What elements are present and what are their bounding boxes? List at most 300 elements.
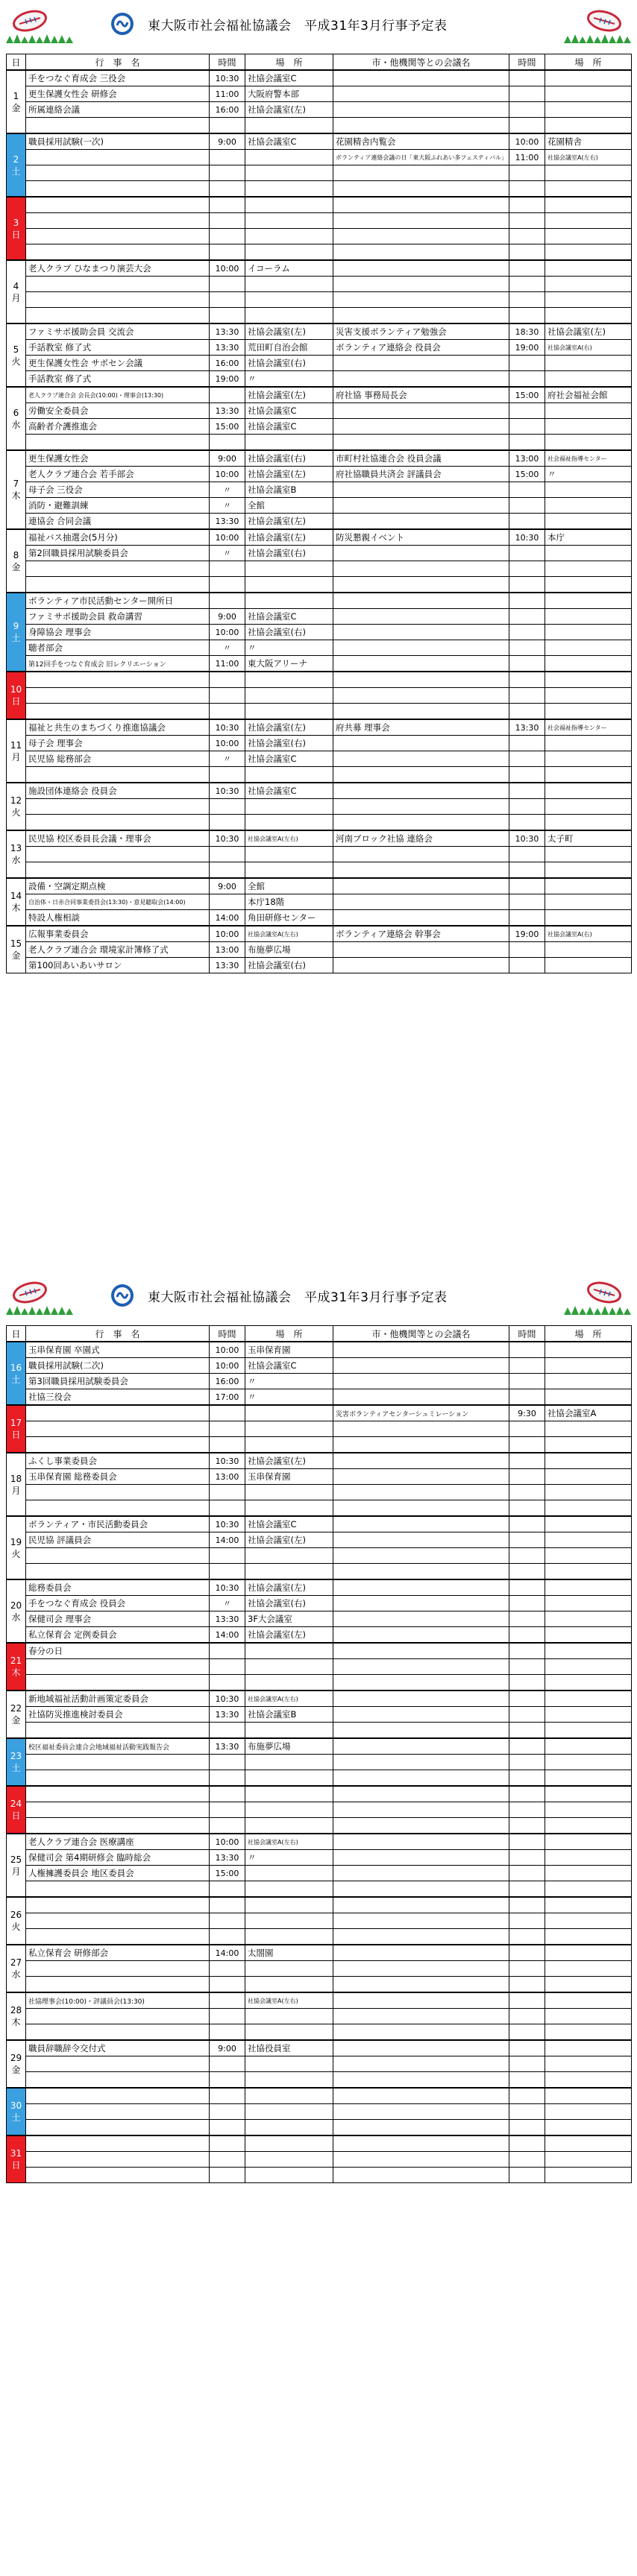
external-time-cell	[509, 1850, 545, 1866]
external-meeting-cell	[333, 609, 509, 625]
table-row	[7, 719, 632, 736]
event-place-cell	[245, 1405, 333, 1421]
external-place-cell	[545, 799, 632, 815]
event-name-cell: 玉串保育園 総務委員会	[26, 1469, 210, 1485]
external-place-cell	[545, 86, 632, 102]
event-place-cell	[245, 688, 333, 704]
external-time-cell	[509, 2056, 545, 2072]
external-meeting-cell	[333, 625, 509, 640]
external-place-cell	[545, 197, 632, 213]
event-place-cell	[245, 197, 333, 213]
table-row	[7, 942, 632, 958]
external-place-cell	[545, 1564, 632, 1580]
table-row	[7, 1802, 632, 1818]
external-meeting-cell	[333, 1881, 509, 1898]
external-place-cell	[545, 308, 632, 324]
external-time-cell	[509, 2104, 545, 2120]
day-number: 16	[10, 1362, 22, 1373]
event-name-cell	[26, 1421, 210, 1437]
event-name-cell: 第2回職員採用試験委員会	[26, 546, 210, 561]
event-place-cell: 3F大会議室	[245, 1611, 333, 1627]
event-place-cell: 太閤園	[245, 1945, 333, 1961]
table-row	[7, 70, 632, 86]
external-time-cell	[509, 894, 545, 910]
external-time-cell	[509, 308, 545, 324]
event-place-cell: 社協会議室C	[245, 751, 333, 767]
table-row	[7, 1611, 632, 1627]
event-time-cell: 10:00	[210, 1834, 245, 1850]
external-meeting-cell	[333, 2056, 509, 2072]
external-time-cell	[509, 181, 545, 198]
table-row	[7, 1453, 632, 1469]
table-row	[7, 1850, 632, 1866]
external-place-cell	[545, 2120, 632, 2136]
external-time-cell	[509, 260, 545, 277]
event-name-cell	[26, 688, 210, 704]
event-name-cell	[26, 1913, 210, 1929]
event-time-cell	[210, 1992, 245, 2009]
table-row	[7, 672, 632, 688]
external-meeting-cell	[333, 1929, 509, 1945]
external-place-cell	[545, 546, 632, 561]
event-name-cell: 老人クラブ ひなまつり演芸大会	[26, 260, 210, 277]
event-name-cell	[26, 1770, 210, 1787]
table-row	[7, 1437, 632, 1453]
rugby-ball-icon	[10, 9, 49, 33]
day-of-week: 水	[11, 855, 21, 865]
event-place-cell: 〃	[245, 1389, 333, 1406]
event-name-cell	[26, 577, 210, 593]
table-row	[7, 926, 632, 942]
table-header-row	[7, 1326, 632, 1342]
external-time-cell: 9:30	[509, 1405, 545, 1421]
external-meeting-cell	[333, 1548, 509, 1564]
external-place-cell	[545, 165, 632, 181]
external-place-cell	[545, 2152, 632, 2168]
external-time-cell	[509, 1548, 545, 1564]
event-time-cell	[210, 292, 245, 308]
event-time-cell	[210, 862, 245, 879]
event-place-cell	[245, 181, 333, 198]
table-row	[7, 1770, 632, 1787]
external-time-cell	[509, 1834, 545, 1850]
table-row	[7, 197, 632, 213]
event-place-cell	[245, 229, 333, 244]
table-row	[7, 2072, 632, 2089]
event-time-cell	[210, 561, 245, 577]
external-place-cell	[545, 704, 632, 720]
external-place-cell	[545, 260, 632, 277]
external-meeting-cell	[333, 356, 509, 371]
event-place-cell: 社協会議室A(左右)	[245, 1834, 333, 1850]
external-meeting-cell: 河南ブロック社協 連絡会	[333, 830, 509, 847]
table-row	[7, 561, 632, 577]
external-place-cell	[545, 1532, 632, 1548]
event-name-cell	[26, 292, 210, 308]
external-time-cell	[509, 1707, 545, 1723]
table-row	[7, 2009, 632, 2024]
external-time-cell	[509, 371, 545, 388]
external-meeting-cell	[333, 704, 509, 720]
event-place-cell: 社協会議室(右)	[245, 1596, 333, 1611]
external-time-cell: 15:00	[509, 467, 545, 482]
event-time-cell: 10:00	[210, 926, 245, 942]
external-meeting-cell	[333, 403, 509, 419]
event-time-cell: 16:00	[210, 356, 245, 371]
day-cell	[7, 830, 26, 878]
event-name-cell: 新地域福祉活動計画策定委員会	[26, 1690, 210, 1707]
external-place-cell	[545, 1897, 632, 1913]
event-place-cell: 布施夢広場	[245, 1738, 333, 1755]
external-time-cell: 13:00	[509, 450, 545, 467]
external-place-cell	[545, 70, 632, 86]
external-place-cell	[545, 482, 632, 498]
external-meeting-cell	[333, 118, 509, 134]
table-row	[7, 862, 632, 879]
day-cell	[7, 1897, 26, 1945]
event-name-cell	[26, 1755, 210, 1770]
table-row	[7, 403, 632, 419]
page-header	[6, 1276, 631, 1325]
external-time-cell	[509, 799, 545, 815]
event-place-cell	[245, 1786, 333, 1802]
table-row	[7, 356, 632, 371]
event-time-cell: 9:00	[210, 878, 245, 894]
table-row	[7, 1627, 632, 1644]
day-cell	[7, 1342, 26, 1405]
event-time-cell: 15:00	[210, 1866, 245, 1881]
table-row	[7, 323, 632, 340]
external-meeting-cell	[333, 1992, 509, 2009]
external-time-cell	[509, 244, 545, 261]
external-time-cell: 10:30	[509, 830, 545, 847]
event-place-cell: 社協会議室B	[245, 1707, 333, 1723]
table-row	[7, 133, 632, 150]
external-time-cell	[509, 704, 545, 720]
external-meeting-cell: 府社協 事務局長会	[333, 387, 509, 403]
event-place-cell: 社協会議室(左)	[245, 323, 333, 340]
event-place-cell	[245, 2135, 333, 2152]
external-time-cell	[509, 70, 545, 86]
table-row	[7, 1977, 632, 1993]
event-name-cell	[26, 1437, 210, 1453]
day-number: 25	[10, 1854, 22, 1865]
event-place-cell: 社協会議室(左)	[245, 1532, 333, 1548]
external-time-cell: 10:30	[509, 529, 545, 546]
external-place-cell	[545, 1437, 632, 1453]
external-time-cell	[509, 1770, 545, 1787]
column-header: 場 所	[545, 1326, 632, 1342]
event-place-cell	[245, 1818, 333, 1834]
event-time-cell: 13:30	[210, 1738, 245, 1755]
event-time-cell	[210, 577, 245, 593]
column-header: 場 所	[245, 54, 333, 71]
grass-decoration	[564, 1306, 631, 1315]
external-time-cell	[509, 1818, 545, 1834]
external-time-cell	[509, 1738, 545, 1755]
table-row	[7, 181, 632, 198]
event-name-cell	[26, 244, 210, 261]
day-cell	[7, 450, 26, 529]
external-meeting-cell: 府社協職員共済会 評議員会	[333, 467, 509, 482]
table-row	[7, 910, 632, 926]
event-name-cell: 総務委員会	[26, 1579, 210, 1596]
external-time-cell	[509, 609, 545, 625]
external-meeting-cell	[333, 1389, 509, 1406]
table-row	[7, 2168, 632, 2183]
day-number: 2	[13, 154, 19, 165]
external-place-cell	[545, 640, 632, 656]
table-row	[7, 704, 632, 720]
external-time-cell	[509, 878, 545, 894]
event-time-cell: 14:00	[210, 1627, 245, 1644]
table-row	[7, 2088, 632, 2104]
day-number: 26	[10, 1910, 22, 1920]
column-header: 行 事 名	[26, 1326, 210, 1342]
external-place-cell	[545, 118, 632, 134]
event-name-cell: ファミサポ援助会員 救命講習	[26, 609, 210, 625]
event-place-cell: 社協会議室(左)	[245, 387, 333, 403]
external-meeting-cell	[333, 815, 509, 831]
external-place-cell	[545, 783, 632, 799]
day-of-week: 日	[11, 229, 21, 240]
external-time-cell: 18:30	[509, 323, 545, 340]
event-name-cell: 老人クラブ連合会 若手部会	[26, 467, 210, 482]
grass-decoration	[564, 34, 631, 43]
external-meeting-cell	[333, 1469, 509, 1485]
event-time-cell	[210, 165, 245, 181]
event-place-cell	[245, 593, 333, 609]
external-time-cell	[509, 1643, 545, 1659]
external-meeting-cell: 府共募 理事会	[333, 719, 509, 736]
external-meeting-cell	[333, 878, 509, 894]
event-name-cell	[26, 1961, 210, 1977]
event-name-cell: 社協理事会(10:00)・評議員会(13:30)	[26, 1992, 210, 2009]
external-place-cell	[545, 435, 632, 451]
event-place-cell: 本庁18階	[245, 894, 333, 910]
event-name-cell: 民児協 総務部会	[26, 751, 210, 767]
external-time-cell	[509, 1866, 545, 1881]
table-row	[7, 546, 632, 561]
external-meeting-cell	[333, 292, 509, 308]
external-time-cell	[509, 1913, 545, 1929]
event-time-cell: 10:30	[210, 1516, 245, 1532]
external-place-cell	[545, 498, 632, 514]
external-time-cell	[509, 1929, 545, 1945]
external-place-cell	[545, 2104, 632, 2120]
event-time-cell	[210, 2009, 245, 2024]
external-meeting-cell	[333, 1627, 509, 1644]
event-name-cell: 福祉バス抽選会(5月分)	[26, 529, 210, 546]
event-place-cell	[245, 150, 333, 165]
external-time-cell	[509, 2152, 545, 2168]
external-meeting-cell	[333, 1723, 509, 1739]
external-meeting-cell	[333, 435, 509, 451]
emblem-logo	[110, 12, 134, 36]
event-time-cell: 11:00	[210, 656, 245, 672]
column-header: 日	[7, 1326, 26, 1342]
event-place-cell	[245, 672, 333, 688]
external-place-cell	[545, 2168, 632, 2183]
event-name-cell	[26, 1802, 210, 1818]
day-cell	[7, 1834, 26, 1897]
rugby-ball-icon	[10, 1281, 49, 1304]
external-place-cell: 〃	[545, 467, 632, 482]
external-meeting-cell	[333, 751, 509, 767]
table-row	[7, 878, 632, 894]
table-row	[7, 387, 632, 403]
day-of-week: 日	[11, 1811, 21, 1821]
event-name-cell: 社協三役会	[26, 1389, 210, 1406]
event-place-cell	[245, 1866, 333, 1881]
external-place-cell	[545, 767, 632, 783]
external-meeting-cell	[333, 958, 509, 973]
external-place-cell	[545, 958, 632, 973]
event-time-cell: 〃	[210, 498, 245, 514]
external-meeting-cell	[333, 1690, 509, 1707]
day-of-week: 水	[11, 1611, 21, 1623]
external-time-cell	[509, 1532, 545, 1548]
event-name-cell: 母子会 理事会	[26, 736, 210, 751]
external-meeting-cell	[333, 277, 509, 292]
page-title: 東大阪市社会福祉協議会 平成31年3月行事予定表	[148, 19, 448, 34]
event-time-cell: 14:00	[210, 1945, 245, 1961]
external-time-cell	[509, 1500, 545, 1517]
page-header	[6, 4, 631, 54]
external-place-cell	[545, 2072, 632, 2089]
day-number: 7	[13, 479, 19, 489]
day-cell	[7, 529, 26, 593]
event-time-cell: 16:00	[210, 1374, 245, 1389]
event-place-cell: 社協会議室(右)	[245, 546, 333, 561]
external-meeting-cell: 災害支援ボランティア勉強会	[333, 323, 509, 340]
day-of-week: 金	[11, 102, 21, 113]
day-of-week: 土	[11, 1763, 21, 1773]
external-place-cell	[545, 1850, 632, 1866]
table-row	[7, 1564, 632, 1580]
table-row	[7, 371, 632, 388]
external-time-cell	[509, 1485, 545, 1500]
column-header: 時間	[509, 54, 545, 71]
event-time-cell	[210, 894, 245, 910]
event-time-cell	[210, 1421, 245, 1437]
external-place-cell	[545, 1500, 632, 1517]
schedule-page-1	[6, 4, 631, 973]
table-row	[7, 1675, 632, 1691]
table-row	[7, 1500, 632, 1517]
table-row	[7, 1659, 632, 1675]
event-time-cell	[210, 181, 245, 198]
day-number: 28	[10, 2005, 22, 2015]
schedule-table	[6, 54, 632, 973]
event-time-cell: 9:00	[210, 133, 245, 150]
external-time-cell	[509, 2040, 545, 2056]
event-time-cell	[210, 704, 245, 720]
external-place-cell	[545, 1723, 632, 1739]
event-name-cell: 福祉と共生のまちづくり推進協議会	[26, 719, 210, 736]
external-place-cell	[545, 514, 632, 530]
external-meeting-cell	[333, 910, 509, 926]
day-cell	[7, 387, 26, 450]
external-time-cell	[509, 1675, 545, 1691]
event-name-cell: 更生保護女性会 サポセン会議	[26, 356, 210, 371]
day-cell	[7, 70, 26, 133]
external-place-cell	[545, 751, 632, 767]
event-place-cell	[245, 767, 333, 783]
event-name-cell	[26, 672, 210, 688]
external-time-cell	[509, 165, 545, 181]
external-place-cell	[545, 1881, 632, 1898]
day-of-week: 日	[11, 2160, 21, 2171]
day-of-week: 木	[11, 490, 21, 501]
external-place-cell	[545, 609, 632, 625]
event-time-cell: 13:30	[210, 1707, 245, 1723]
table-row	[7, 2152, 632, 2168]
event-place-cell	[245, 435, 333, 451]
external-time-cell	[509, 942, 545, 958]
event-time-cell	[210, 1405, 245, 1421]
event-name-cell	[26, 1675, 210, 1691]
event-place-cell	[245, 862, 333, 879]
event-name-cell	[26, 2120, 210, 2136]
external-place-cell	[545, 1770, 632, 1787]
external-meeting-cell	[333, 1342, 509, 1358]
external-time-cell	[509, 1421, 545, 1437]
event-time-cell: 10:30	[210, 1579, 245, 1596]
day-cell	[7, 1786, 26, 1834]
event-time-cell	[210, 277, 245, 292]
event-time-cell	[210, 847, 245, 862]
event-name-cell: 所属連絡会議	[26, 102, 210, 118]
external-meeting-cell	[333, 1913, 509, 1929]
external-place-cell	[545, 1786, 632, 1802]
event-name-cell: 連協会 合同会議	[26, 514, 210, 530]
event-name-cell: ファミサポ援助会員 交流会	[26, 323, 210, 340]
event-time-cell	[210, 1802, 245, 1818]
table-row	[7, 640, 632, 656]
event-time-cell	[210, 229, 245, 244]
table-row	[7, 1913, 632, 1929]
event-place-cell	[245, 2104, 333, 2120]
event-name-cell: 老人クラブ連合会 会長会(10:00)・理事会(13:30)	[26, 387, 210, 403]
table-row	[7, 1374, 632, 1389]
external-meeting-cell	[333, 1866, 509, 1881]
day-number: 1	[13, 90, 19, 101]
event-name-cell: 手をつなぐ育成会 三役会	[26, 70, 210, 86]
event-place-cell: 社協会議室(左)	[245, 1627, 333, 1644]
external-place-cell	[545, 2009, 632, 2024]
day-cell	[7, 2088, 26, 2135]
external-place-cell	[545, 1374, 632, 1389]
event-place-cell	[245, 847, 333, 862]
event-name-cell: 第12回手をつなぐ育成会 旧レクリエーション	[26, 656, 210, 672]
external-place-cell	[545, 1755, 632, 1770]
event-name-cell: 職員採用試験(一次)	[26, 133, 210, 150]
external-time-cell	[509, 1755, 545, 1770]
table-row	[7, 1992, 632, 2009]
external-place-cell	[545, 815, 632, 831]
external-place-cell	[545, 1961, 632, 1977]
external-place-cell	[545, 213, 632, 229]
event-name-cell	[26, 2024, 210, 2041]
table-row	[7, 514, 632, 530]
column-header: 日	[7, 54, 26, 71]
day-of-week: 火	[11, 1922, 21, 1932]
event-place-cell: 社協会議室C	[245, 70, 333, 86]
external-place-cell	[545, 862, 632, 879]
external-time-cell	[509, 1945, 545, 1961]
event-time-cell	[210, 118, 245, 134]
